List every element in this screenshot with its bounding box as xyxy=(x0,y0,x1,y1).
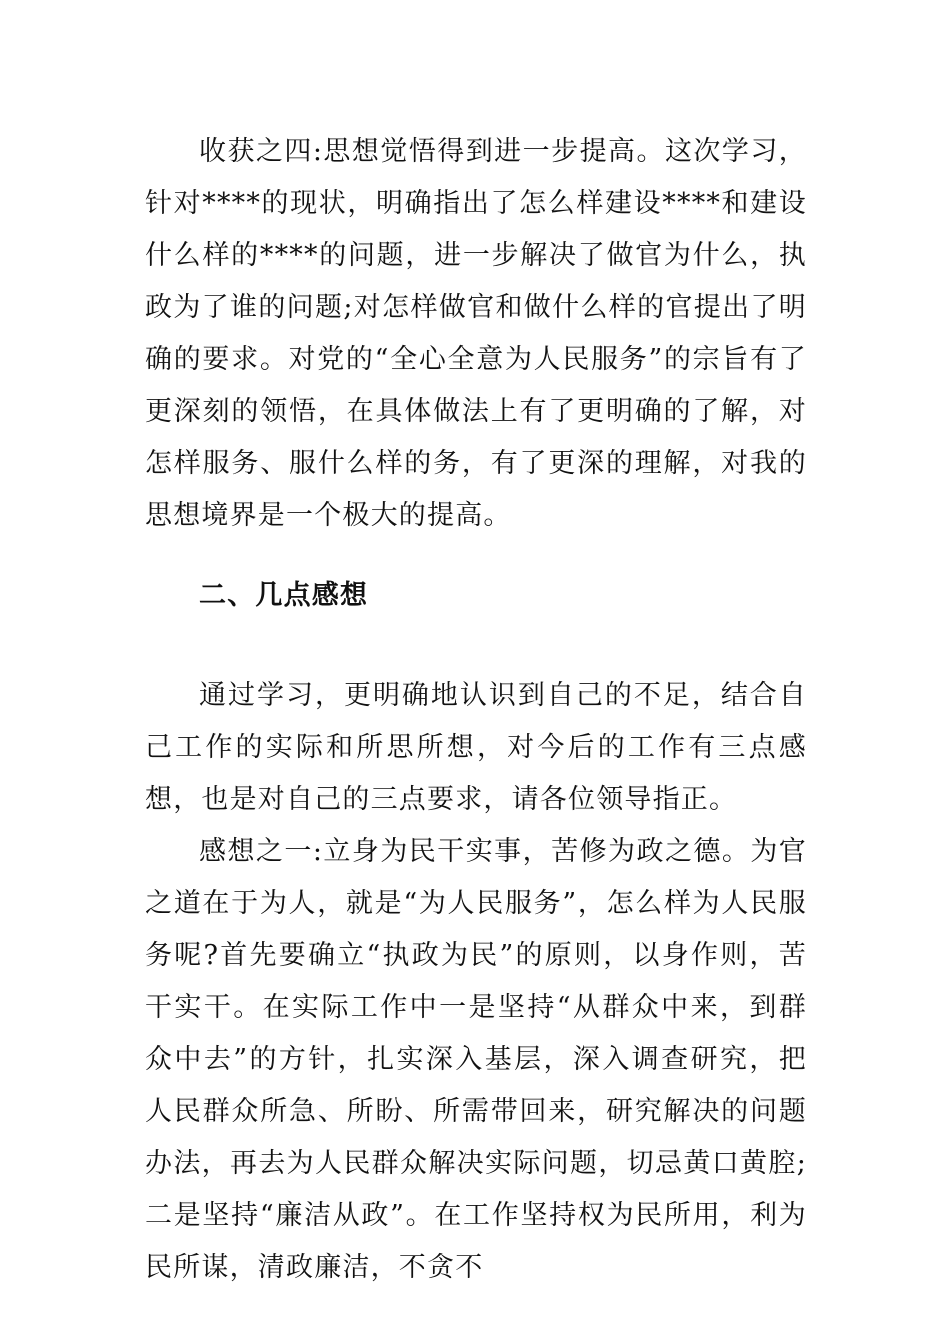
spacer xyxy=(145,542,807,570)
paragraph-harvest-four: 收获之四:思想觉悟得到进一步提高。这次学习，针对****的现状，明确指出了怎么样建设****和建设什么样的****的问题，进一步解决了做官为什么，执政为了谁的问题;对怎样做官和做什么样的官提出了明确的要求。对党的“全心全意为人民服务”的宗旨有了更深刻的领悟，在具体做法上有了更明确的了解，对怎样服务、服什么样的务，有了更深的理解，对我的思想境界是一个极大的提高。 xyxy=(145,136,807,531)
paragraph-reflection-one: 感想之一:立身为民干实事，苦修为政之德。为官之道在于为人，就是“为人民服务”，怎么样为人民服务呢?首先要确立“执政为民”的原则，以身作则，苦干实干。在实际工作中一是坚持“从群众中来，到群众中去”的方针，扎实深入基层，深入调查研究，把人民群众所急、所盼、所需带回来，研究解决的问题办法，再去为人民群众解决实际问题，切忌黄口黄腔;二是坚持“廉洁从政”。在工作坚持权为民所用，利为民所谋，清政廉洁，不贪不 xyxy=(145,836,807,1283)
spacer xyxy=(145,622,807,670)
paragraph-reflections-intro: 通过学习，更明确地认识到自己的不足，结合自己工作的实际和所思所想，对今后的工作有三点感想，也是对自己的三点要求，请各位领导指正。 xyxy=(145,680,807,815)
section-heading-reflections: 二、几点感想 xyxy=(199,580,369,611)
document-body xyxy=(145,126,807,1294)
